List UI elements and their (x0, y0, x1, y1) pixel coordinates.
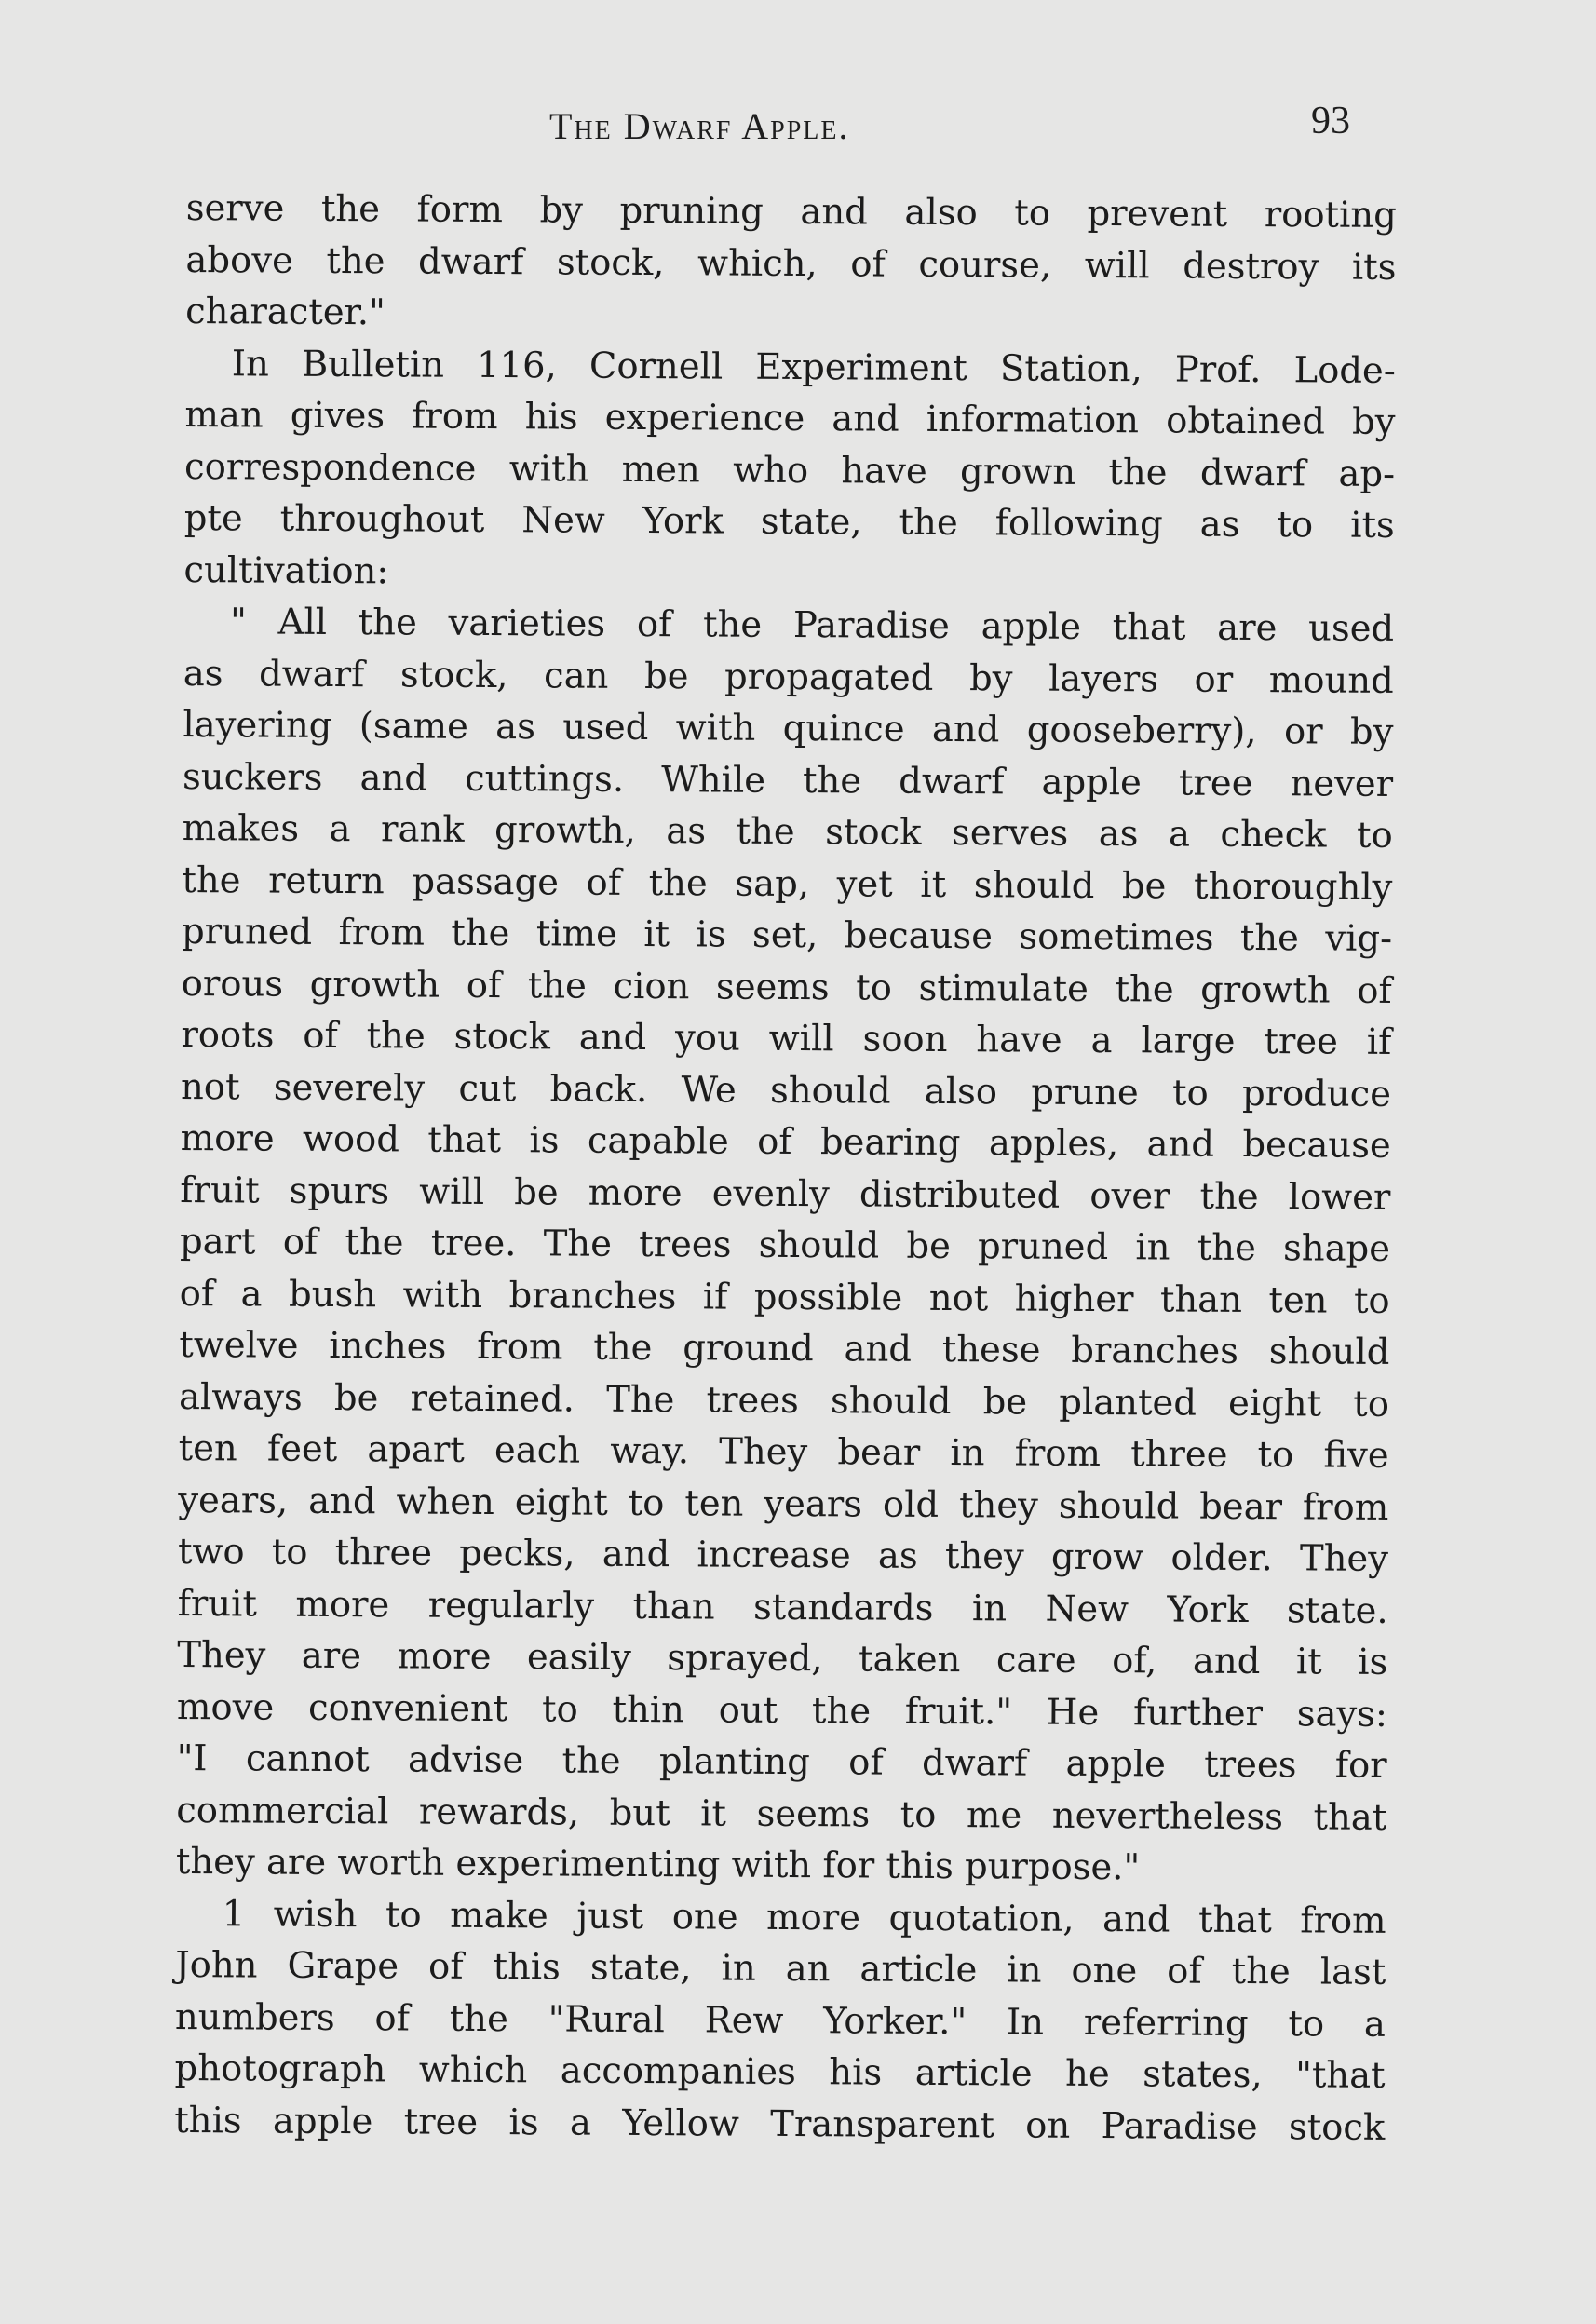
text-line: more wood that is capable of bearing apples, and because (180, 1116, 1391, 1167)
text-line: pruned from the time it is set, because sometimes the vig- (181, 910, 1393, 960)
text-line: cultivation: (183, 548, 389, 592)
paragraph (185, 182, 1397, 345)
text-line: " All the varieties of the Paradise apple that are used (229, 601, 1395, 650)
text-line: correspondence with men who have grown the dwarf ap- (183, 445, 1396, 495)
text-line: fruit more regularly than standards in New York state. (177, 1582, 1388, 1632)
text-line: of a bush with branches if possible not higher than ten to (179, 1272, 1390, 1322)
page-header (0, 93, 1596, 149)
text-line: twelve inches from the ground and these branches should (179, 1323, 1390, 1373)
text-line: part of the tree. The trees should be pruned in the shape (179, 1220, 1391, 1270)
text-line: character." (185, 290, 385, 334)
text-line: the return passage of the sap, yet it should be thoroughly (182, 858, 1393, 909)
text-line: numbers of the "Rural Rew Yorker." In referring to a (174, 1995, 1386, 2046)
paragraph (183, 337, 1396, 602)
text-line: above the dwarf stock, which, of course, will destroy its (185, 238, 1397, 289)
text-line: They are more easily sprayed, taken care of, and it is (177, 1633, 1388, 1683)
text-line: 1 wish to make just one more quotation, and that from (222, 1892, 1386, 1942)
text-line: orous growth of the cion seems to stimulate the growth of (181, 962, 1392, 1012)
text-line: pte throughout New York state, the following as to its (183, 496, 1395, 547)
text-line: always be retained. The trees should be planted eight to (178, 1375, 1390, 1425)
paragraph (176, 596, 1394, 1895)
text-line: In Bulletin 116, Cornell Experiment Station, Prof. Lode- (231, 342, 1396, 392)
text-line: fruit spurs will be more evenly distributed over the lower (180, 1169, 1391, 1219)
text-line: layering (same as used with quince and gooseberry), or by (183, 703, 1394, 753)
text-line: commercial rewards, but it seems to me nevertheless that (176, 1789, 1387, 1839)
body-text (174, 182, 1397, 2154)
text-line: two to three pecks, and increase as they grow older. They (177, 1530, 1389, 1580)
text-line: they are worth experimenting with for this purpose." (175, 1840, 1141, 1889)
text-line: "I cannot advise the planting of dwarf apple trees for (176, 1736, 1387, 1787)
text-line: makes a rank growth, as the stock serves as a check to (182, 806, 1393, 857)
text-line: serve the form by pruning and also to prevent rooting (185, 186, 1397, 236)
text-line: suckers and cuttings. While the dwarf apple tree never (182, 755, 1394, 805)
text-line: roots of the stock and you will soon have a large tree if (181, 1013, 1392, 1063)
text-line: this apple tree is a Yellow Transparent on Paradise stock (174, 2099, 1386, 2149)
text-line: move convenient to thin out the fruit." He further says: (176, 1685, 1388, 1736)
text-line: man gives from his experience and information obtained by (184, 393, 1396, 443)
paragraph (174, 1887, 1386, 2153)
text-line: as dwarf stock, can be propagated by layers or mound (183, 652, 1394, 702)
text-line: ten feet apart each way. They bear in from three to five (178, 1426, 1389, 1477)
page-number: 93 (1311, 100, 1350, 142)
text-line: photograph which accompanies his article he states, "that (174, 2047, 1386, 2097)
running-title: The Dwarf Apple. (549, 105, 850, 147)
text-line: years, and when eight to ten years old they should bear from (178, 1479, 1389, 1529)
text-line: not severely cut back. We should also prune to produce (180, 1065, 1392, 1115)
text-line: John Grape of this state, in an article in one of the last (175, 1943, 1386, 1993)
